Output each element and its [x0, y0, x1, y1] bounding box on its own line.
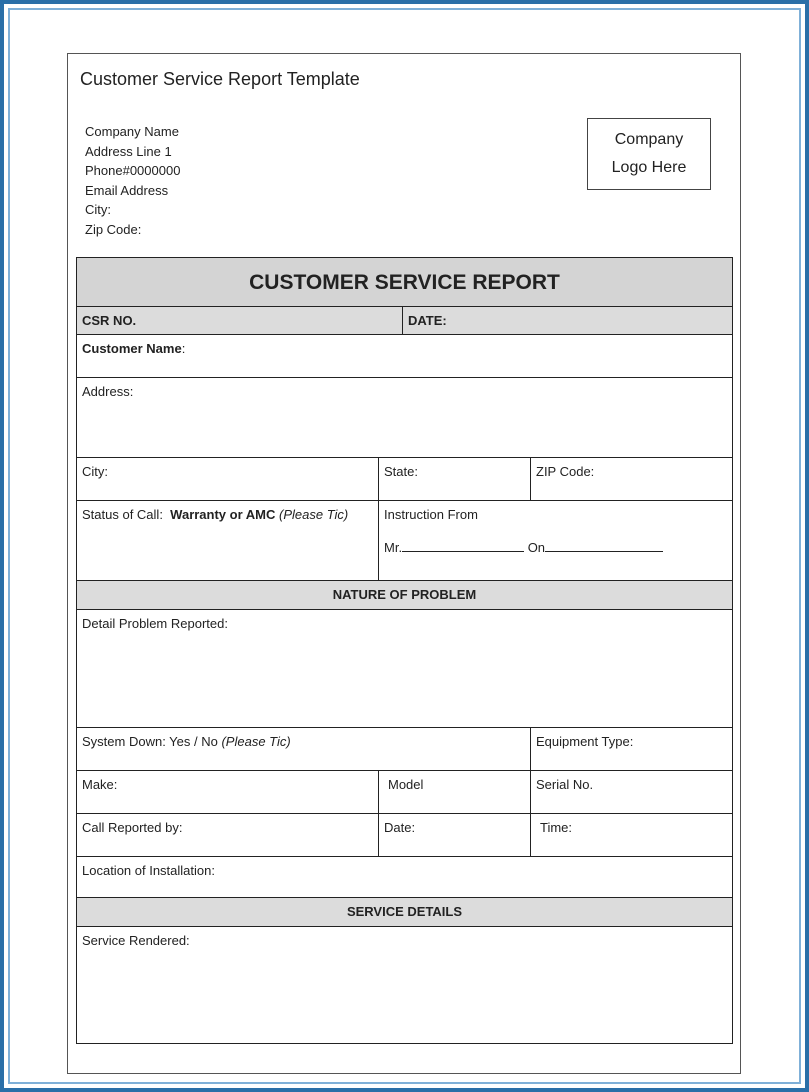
document-page: [67, 53, 741, 1074]
company-address: Address Line 1: [85, 143, 172, 159]
form-title: CUSTOMER SERVICE REPORT: [77, 258, 732, 307]
call-reported-by-field[interactable]: Call Reported by:: [77, 814, 379, 857]
system-down-field[interactable]: [77, 728, 531, 771]
logo-line-2: Logo Here: [611, 159, 687, 176]
mr-blank-line[interactable]: [402, 539, 524, 552]
company-email: Email Address: [85, 182, 169, 198]
serial-no-field[interactable]: Serial No.: [531, 771, 732, 814]
zip-code-field[interactable]: ZIP Code:: [531, 458, 732, 501]
service-report-form: [76, 257, 733, 1044]
equipment-type-field[interactable]: Equipment Type:: [531, 728, 732, 771]
date-header-field[interactable]: DATE:: [403, 307, 732, 335]
state-field[interactable]: State:: [379, 458, 531, 501]
instruction-from-label: Instruction From: [384, 507, 478, 522]
location-of-installation-field[interactable]: Location of Installation:: [77, 857, 732, 898]
instruction-from-field[interactable]: [379, 501, 732, 581]
logo-line-1: Company: [614, 131, 684, 148]
mr-label: Mr.: [384, 540, 403, 555]
make-field[interactable]: Make:: [77, 771, 379, 814]
customer-name-label: Customer Name: [82, 341, 182, 356]
warranty-or-amc-label: Warranty or AMC: [170, 507, 276, 522]
company-city: City:: [85, 202, 111, 218]
on-label: On: [527, 540, 546, 555]
service-rendered-field[interactable]: Service Rendered:: [82, 933, 190, 948]
status-of-call-label: Status of Call:: [82, 507, 163, 522]
system-down-label: System Down: Yes / No: [82, 734, 218, 749]
model-field[interactable]: Model: [379, 771, 531, 814]
system-down-please-tic: (Please Tic): [221, 734, 291, 749]
customer-name-field[interactable]: [77, 335, 732, 378]
document-title: Customer Service Report Template: [80, 69, 360, 89]
company-name: Company Name: [85, 124, 179, 139]
time-field[interactable]: Time:: [531, 814, 732, 857]
nature-of-problem-heading: NATURE OF PROBLEM: [77, 581, 732, 610]
detail-problem-field[interactable]: Detail Problem Reported:: [77, 610, 732, 728]
customer-name-colon: :: [181, 341, 186, 356]
date-field[interactable]: Date:: [379, 814, 531, 857]
company-phone: Phone#0000000: [85, 163, 181, 179]
company-zip: Zip Code:: [85, 221, 142, 237]
status-of-call-field[interactable]: [77, 501, 379, 581]
company-info: [85, 122, 180, 240]
company-logo-placeholder: [587, 118, 711, 190]
on-blank-line[interactable]: [545, 539, 663, 552]
please-tic-label: (Please Tic): [279, 507, 349, 522]
address-field[interactable]: Address:: [77, 378, 732, 458]
service-details-heading: SERVICE DETAILS: [77, 898, 732, 927]
city-field[interactable]: City:: [77, 458, 379, 501]
csr-no-field[interactable]: CSR NO.: [77, 307, 403, 335]
